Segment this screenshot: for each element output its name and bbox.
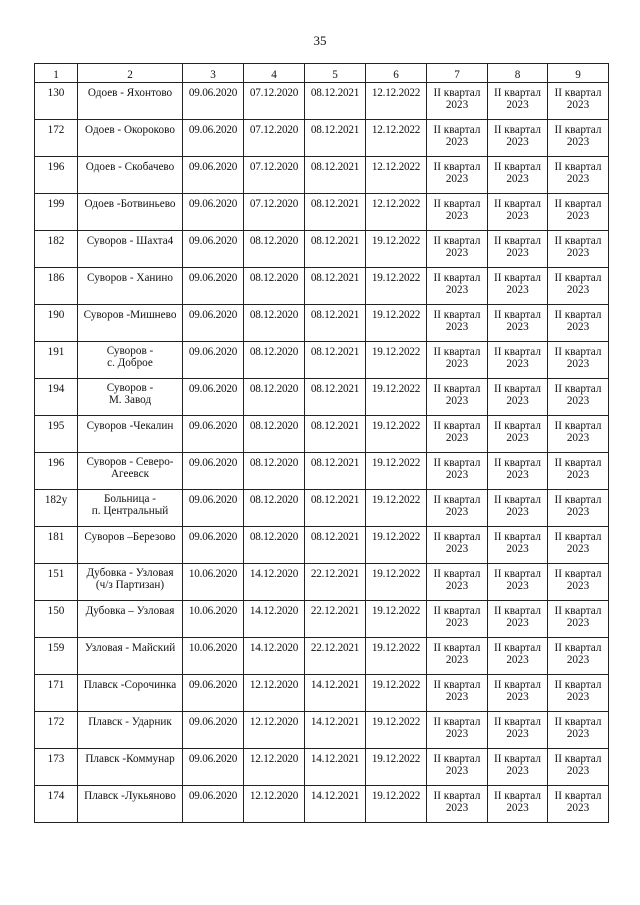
quarter-cell: II квартал 2023	[427, 231, 488, 268]
date-cell: 14.12.2021	[305, 712, 366, 749]
quarter-cell: II квартал 2023	[488, 675, 548, 712]
quarter-cell: II квартал 2023	[548, 379, 609, 416]
quarter-cell: II квартал 2023	[427, 527, 488, 564]
route-number-cell: 195	[35, 416, 78, 453]
table-row	[35, 83, 609, 120]
quarter-cell: II квартал 2023	[488, 342, 548, 379]
date-cell: 14.12.2020	[244, 638, 305, 675]
quarter-cell: II квартал 2023	[548, 675, 609, 712]
route-number-cell: 190	[35, 305, 78, 342]
quarter-cell: II квартал 2023	[427, 712, 488, 749]
quarter-cell: II квартал 2023	[548, 120, 609, 157]
route-name-cell: Одоев -Ботвиньево	[78, 194, 183, 231]
route-name-cell: Дубовка - Узловая (ч/з Партизан)	[78, 564, 183, 601]
date-cell: 22.12.2021	[305, 638, 366, 675]
route-number-cell: 172	[35, 120, 78, 157]
table-body	[35, 83, 609, 823]
route-number-cell: 173	[35, 749, 78, 786]
quarter-cell: II квартал 2023	[548, 638, 609, 675]
date-cell: 09.06.2020	[183, 527, 244, 564]
date-cell: 09.06.2020	[183, 157, 244, 194]
column-header: 4	[244, 64, 305, 83]
quarter-cell: II квартал 2023	[548, 712, 609, 749]
date-cell: 19.12.2022	[366, 453, 427, 490]
date-cell: 10.06.2020	[183, 601, 244, 638]
date-cell: 07.12.2020	[244, 194, 305, 231]
date-cell: 09.06.2020	[183, 120, 244, 157]
date-cell: 19.12.2022	[366, 268, 427, 305]
table-row	[35, 564, 609, 601]
date-cell: 22.12.2021	[305, 564, 366, 601]
date-cell: 08.12.2021	[305, 379, 366, 416]
quarter-cell: II квартал 2023	[427, 675, 488, 712]
quarter-cell: II квартал 2023	[427, 83, 488, 120]
quarter-cell: II квартал 2023	[427, 120, 488, 157]
route-name-cell: Одоев - Скобачево	[78, 157, 183, 194]
date-cell: 08.12.2021	[305, 305, 366, 342]
column-header: 1	[35, 64, 78, 83]
quarter-cell: II квартал 2023	[427, 157, 488, 194]
route-number-cell: 130	[35, 83, 78, 120]
quarter-cell: II квартал 2023	[548, 749, 609, 786]
date-cell: 08.12.2020	[244, 416, 305, 453]
quarter-cell: II квартал 2023	[427, 786, 488, 823]
quarter-cell: II квартал 2023	[548, 83, 609, 120]
quarter-cell: II квартал 2023	[548, 342, 609, 379]
date-cell: 08.12.2021	[305, 490, 366, 527]
quarter-cell: II квартал 2023	[548, 194, 609, 231]
route-name-cell: Суворов - Ханино	[78, 268, 183, 305]
route-number-cell: 191	[35, 342, 78, 379]
quarter-cell: II квартал 2023	[548, 157, 609, 194]
date-cell: 08.12.2021	[305, 157, 366, 194]
quarter-cell: II квартал 2023	[427, 194, 488, 231]
date-cell: 08.12.2021	[305, 231, 366, 268]
table-row	[35, 305, 609, 342]
date-cell: 12.12.2020	[244, 712, 305, 749]
date-cell: 08.12.2021	[305, 120, 366, 157]
date-cell: 19.12.2022	[366, 231, 427, 268]
quarter-cell: II квартал 2023	[488, 490, 548, 527]
table-row	[35, 231, 609, 268]
route-number-cell: 181	[35, 527, 78, 564]
route-name-cell: Суворов - с. Доброе	[78, 342, 183, 379]
table-row	[35, 194, 609, 231]
route-name-cell: Одоев - Окороково	[78, 120, 183, 157]
date-cell: 12.12.2022	[366, 194, 427, 231]
quarter-cell: II квартал 2023	[488, 749, 548, 786]
route-number-cell: 199	[35, 194, 78, 231]
quarter-cell: II квартал 2023	[488, 527, 548, 564]
date-cell: 09.06.2020	[183, 749, 244, 786]
quarter-cell: II квартал 2023	[548, 490, 609, 527]
page-number: 35	[313, 33, 327, 48]
table-row	[35, 786, 609, 823]
quarter-cell: II квартал 2023	[427, 490, 488, 527]
date-cell: 12.12.2022	[366, 157, 427, 194]
route-name-cell: Суворов –Березово	[78, 527, 183, 564]
quarter-cell: II квартал 2023	[488, 305, 548, 342]
quarter-cell: II квартал 2023	[427, 638, 488, 675]
date-cell: 19.12.2022	[366, 564, 427, 601]
date-cell: 19.12.2022	[366, 638, 427, 675]
date-cell: 19.12.2022	[366, 527, 427, 564]
date-cell: 12.12.2020	[244, 749, 305, 786]
quarter-cell: II квартал 2023	[488, 453, 548, 490]
date-cell: 19.12.2022	[366, 601, 427, 638]
date-cell: 08.12.2021	[305, 416, 366, 453]
date-cell: 10.06.2020	[183, 638, 244, 675]
route-name-cell: Больница - п. Центральный	[78, 490, 183, 527]
quarter-cell: II квартал 2023	[548, 231, 609, 268]
quarter-cell: II квартал 2023	[488, 194, 548, 231]
date-cell: 09.06.2020	[183, 379, 244, 416]
quarter-cell: II квартал 2023	[548, 601, 609, 638]
quarter-cell: II квартал 2023	[488, 157, 548, 194]
quarter-cell: II квартал 2023	[427, 453, 488, 490]
quarter-cell: II квартал 2023	[548, 527, 609, 564]
date-cell: 14.12.2021	[305, 786, 366, 823]
date-cell: 08.12.2021	[305, 268, 366, 305]
quarter-cell: II квартал 2023	[488, 416, 548, 453]
quarter-cell: II квартал 2023	[488, 564, 548, 601]
header-row	[35, 64, 609, 83]
quarter-cell: II квартал 2023	[548, 564, 609, 601]
route-number-cell: 150	[35, 601, 78, 638]
date-cell: 19.12.2022	[366, 342, 427, 379]
route-name-cell: Дубовка – Узловая	[78, 601, 183, 638]
table-row	[35, 527, 609, 564]
quarter-cell: II квартал 2023	[488, 638, 548, 675]
date-cell: 07.12.2020	[244, 83, 305, 120]
quarter-cell: II квартал 2023	[427, 342, 488, 379]
date-cell: 08.12.2020	[244, 342, 305, 379]
date-cell: 09.06.2020	[183, 712, 244, 749]
date-cell: 08.12.2021	[305, 83, 366, 120]
quarter-cell: II квартал 2023	[488, 120, 548, 157]
date-cell: 08.12.2020	[244, 231, 305, 268]
route-name-cell: Плавск -Лукьяново	[78, 786, 183, 823]
quarter-cell: II квартал 2023	[548, 268, 609, 305]
date-cell: 09.06.2020	[183, 416, 244, 453]
date-cell: 08.12.2020	[244, 379, 305, 416]
date-cell: 09.06.2020	[183, 268, 244, 305]
route-number-cell: 196	[35, 157, 78, 194]
quarter-cell: II квартал 2023	[427, 268, 488, 305]
table-row	[35, 749, 609, 786]
date-cell: 10.06.2020	[183, 564, 244, 601]
date-cell: 08.12.2021	[305, 453, 366, 490]
route-number-cell: 174	[35, 786, 78, 823]
date-cell: 14.12.2020	[244, 601, 305, 638]
column-header: 5	[305, 64, 366, 83]
column-header: 3	[183, 64, 244, 83]
schedule-table	[34, 63, 609, 823]
table-row	[35, 342, 609, 379]
table-row	[35, 712, 609, 749]
date-cell: 08.12.2021	[305, 527, 366, 564]
date-cell: 08.12.2020	[244, 453, 305, 490]
date-cell: 19.12.2022	[366, 675, 427, 712]
quarter-cell: II квартал 2023	[548, 416, 609, 453]
table-row	[35, 416, 609, 453]
route-name-cell: Плавск -Сорочинка	[78, 675, 183, 712]
route-number-cell: 151	[35, 564, 78, 601]
date-cell: 19.12.2022	[366, 712, 427, 749]
date-cell: 19.12.2022	[366, 305, 427, 342]
date-cell: 08.12.2020	[244, 527, 305, 564]
quarter-cell: II квартал 2023	[488, 786, 548, 823]
table-row	[35, 379, 609, 416]
quarter-cell: II квартал 2023	[548, 453, 609, 490]
quarter-cell: II квартал 2023	[488, 231, 548, 268]
date-cell: 08.12.2020	[244, 305, 305, 342]
date-cell: 14.12.2020	[244, 564, 305, 601]
date-cell: 09.06.2020	[183, 342, 244, 379]
table-row	[35, 120, 609, 157]
table-row	[35, 453, 609, 490]
column-header: 9	[548, 64, 609, 83]
route-number-cell: 171	[35, 675, 78, 712]
column-header: 7	[427, 64, 488, 83]
date-cell: 09.06.2020	[183, 305, 244, 342]
quarter-cell: II квартал 2023	[427, 305, 488, 342]
date-cell: 07.12.2020	[244, 157, 305, 194]
table-row	[35, 490, 609, 527]
table-row	[35, 638, 609, 675]
date-cell: 12.12.2020	[244, 675, 305, 712]
date-cell: 09.06.2020	[183, 490, 244, 527]
route-name-cell: Суворов -Мишнево	[78, 305, 183, 342]
date-cell: 08.12.2021	[305, 194, 366, 231]
route-name-cell: Суворов - М. Завод	[78, 379, 183, 416]
route-name-cell: Плавск - Ударник	[78, 712, 183, 749]
route-number-cell: 194	[35, 379, 78, 416]
date-cell: 14.12.2021	[305, 749, 366, 786]
route-name-cell: Одоев - Яхонтово	[78, 83, 183, 120]
date-cell: 09.06.2020	[183, 675, 244, 712]
route-number-cell: 172	[35, 712, 78, 749]
route-name-cell: Суворов -Чекалин	[78, 416, 183, 453]
date-cell: 14.12.2021	[305, 675, 366, 712]
route-name-cell: Суворов - Шахта4	[78, 231, 183, 268]
date-cell: 12.12.2020	[244, 786, 305, 823]
table-row	[35, 601, 609, 638]
date-cell: 08.12.2020	[244, 268, 305, 305]
quarter-cell: II квартал 2023	[548, 305, 609, 342]
date-cell: 07.12.2020	[244, 120, 305, 157]
quarter-cell: II квартал 2023	[427, 601, 488, 638]
date-cell: 19.12.2022	[366, 749, 427, 786]
route-number-cell: 182	[35, 231, 78, 268]
route-number-cell: 182у	[35, 490, 78, 527]
route-number-cell: 196	[35, 453, 78, 490]
column-header: 8	[488, 64, 548, 83]
route-name-cell: Плавск -Коммунар	[78, 749, 183, 786]
column-header: 6	[366, 64, 427, 83]
table-row	[35, 157, 609, 194]
route-name-cell: Суворов - Северо- Агеевск	[78, 453, 183, 490]
date-cell: 12.12.2022	[366, 120, 427, 157]
route-number-cell: 159	[35, 638, 78, 675]
table-row	[35, 675, 609, 712]
date-cell: 19.12.2022	[366, 416, 427, 453]
quarter-cell: II квартал 2023	[488, 712, 548, 749]
date-cell: 19.12.2022	[366, 379, 427, 416]
date-cell: 12.12.2022	[366, 83, 427, 120]
date-cell: 09.06.2020	[183, 453, 244, 490]
quarter-cell: II квартал 2023	[488, 379, 548, 416]
quarter-cell: II квартал 2023	[488, 268, 548, 305]
quarter-cell: II квартал 2023	[488, 83, 548, 120]
column-header: 2	[78, 64, 183, 83]
quarter-cell: II квартал 2023	[427, 564, 488, 601]
table-row	[35, 268, 609, 305]
date-cell: 09.06.2020	[183, 231, 244, 268]
date-cell: 09.06.2020	[183, 194, 244, 231]
date-cell: 09.06.2020	[183, 786, 244, 823]
quarter-cell: II квартал 2023	[548, 786, 609, 823]
route-name-cell: Узловая - Майский	[78, 638, 183, 675]
date-cell: 08.12.2020	[244, 490, 305, 527]
quarter-cell: II квартал 2023	[427, 379, 488, 416]
quarter-cell: II квартал 2023	[427, 416, 488, 453]
date-cell: 09.06.2020	[183, 83, 244, 120]
date-cell: 19.12.2022	[366, 490, 427, 527]
quarter-cell: II квартал 2023	[427, 749, 488, 786]
route-number-cell: 186	[35, 268, 78, 305]
date-cell: 22.12.2021	[305, 601, 366, 638]
date-cell: 08.12.2021	[305, 342, 366, 379]
date-cell: 19.12.2022	[366, 786, 427, 823]
quarter-cell: II квартал 2023	[488, 601, 548, 638]
